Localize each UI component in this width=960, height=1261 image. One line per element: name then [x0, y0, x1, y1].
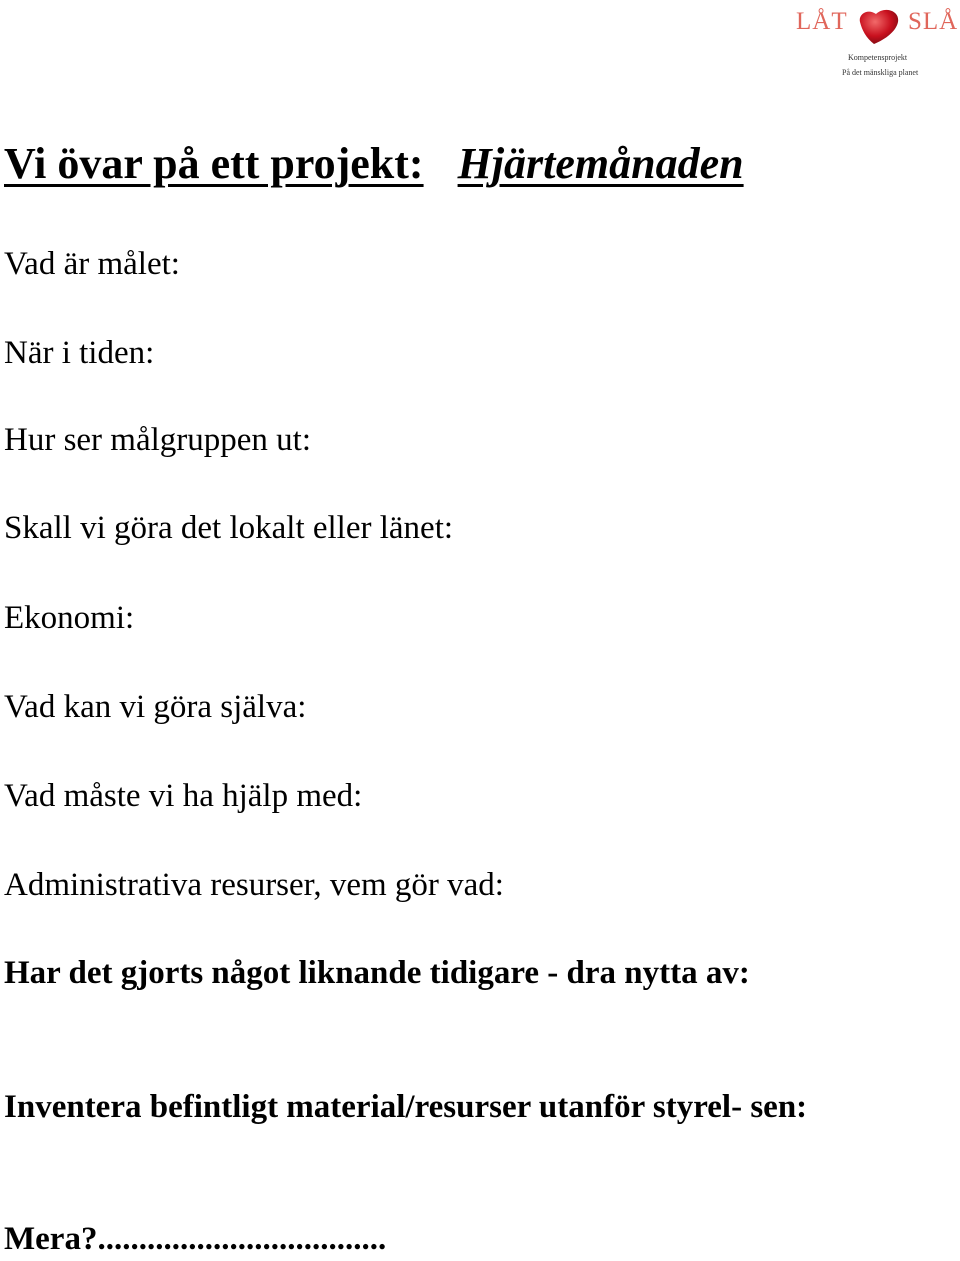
question-local-or-county: Skall vi göra det lokalt eller länet:	[4, 510, 454, 546]
heart-icon	[854, 6, 904, 46]
page-title	[4, 138, 744, 189]
question-admin-resources: Administrativa resurser, vem gör vad:	[4, 867, 504, 903]
logo-word-lat: LÅT	[796, 8, 848, 35]
question-target-group: Hur ser målgruppen ut:	[4, 422, 312, 458]
question-need-help: Vad måste vi ha hjälp med:	[4, 778, 363, 814]
lat-sla-logo	[790, 4, 958, 80]
title-project-name: Hjärtemånaden	[457, 139, 744, 188]
question-done-before: Har det gjorts något liknande tidigare - dra nytta av:	[4, 955, 750, 991]
question-goal: Vad är målet:	[4, 246, 180, 282]
question-economy: Ekonomi:	[4, 600, 135, 636]
logo-subtitle-2: På det mänskliga planet	[842, 68, 919, 77]
title-prefix: Vi övar på ett projekt:	[4, 139, 424, 188]
logo-word-sla: SLÅ	[908, 8, 959, 35]
question-inventory: Inventera befintligt material/resurser utanför styrel- sen:	[4, 1089, 808, 1125]
logo-subtitle-1: Kompetensprojekt	[848, 53, 908, 62]
question-do-ourselves: Vad kan vi göra själva:	[4, 689, 307, 725]
question-more: Mera?...................................	[4, 1221, 387, 1257]
question-when: När i tiden:	[4, 335, 155, 371]
